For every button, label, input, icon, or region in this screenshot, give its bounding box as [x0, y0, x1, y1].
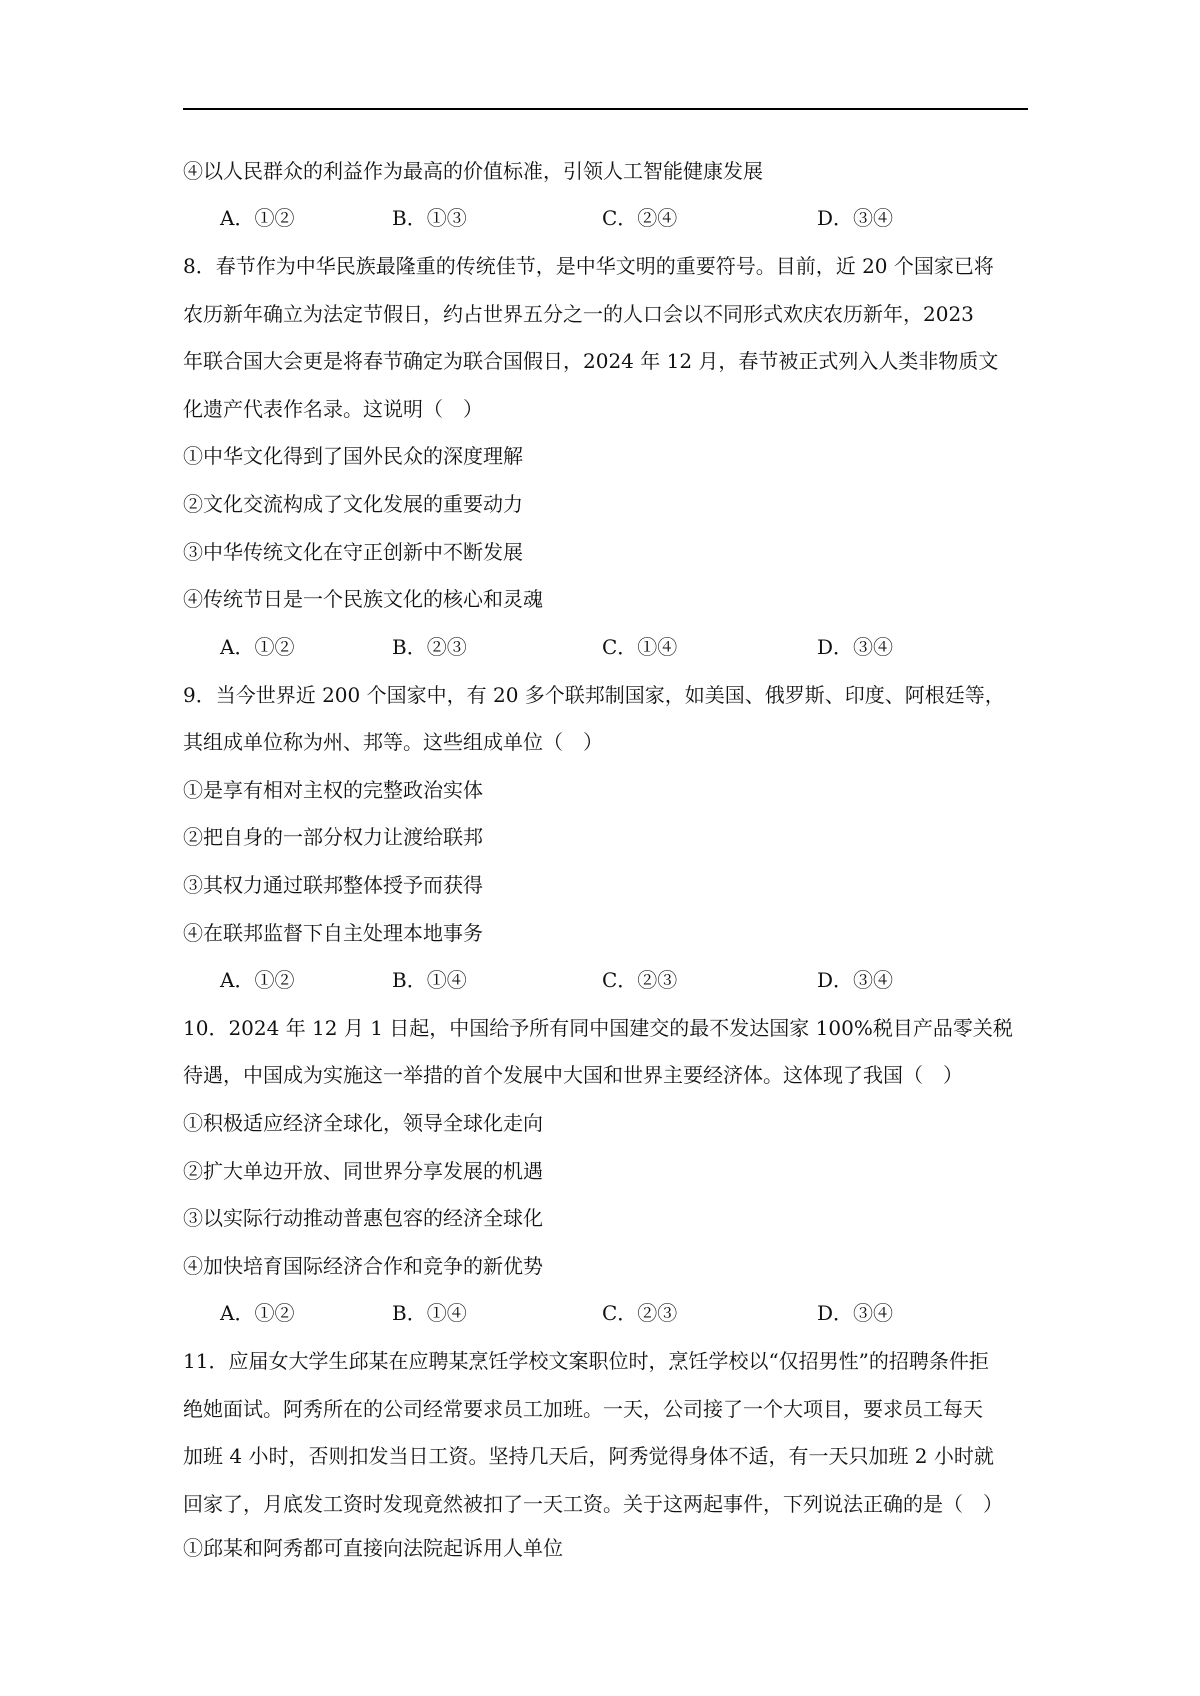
- q9-statement-1: ①是享有相对主权的完整政治实体: [183, 778, 483, 802]
- q7-statement-4: ④以人民群众的利益作为最高的价值标准，引领人工智能健康发展: [183, 159, 763, 183]
- q7-option-b: B．①③: [392, 206, 467, 230]
- q8-statement-1: ①中华文化得到了国外民众的深度理解: [183, 444, 523, 468]
- header-rule: [183, 108, 1028, 110]
- q10-option-a: A．①②: [220, 1301, 295, 1325]
- q7-option-c: C．②④: [602, 206, 678, 230]
- q10-option-d: D．③④: [817, 1301, 894, 1325]
- q8-statement-3: ③中华传统文化在守正创新中不断发展: [183, 540, 523, 564]
- q10-options: [220, 1299, 1000, 1327]
- q8-option-d: D．③④: [817, 635, 894, 659]
- q8-option-b: B．②③: [392, 635, 467, 659]
- q9-statement-2: ②把自身的一部分权力让渡给联邦: [183, 825, 483, 849]
- q10-option-c: C．②③: [602, 1301, 678, 1325]
- q8-stem-line-1: 8．春节作为中华民族最隆重的传统佳节，是中华文明的重要符号。目前，近 20 个国家已将: [183, 254, 994, 278]
- q9-option-a: A．①②: [220, 968, 295, 992]
- q11-stem-line-1: 11．应届女大学生邱某在应聘某烹饪学校文案职位时，烹饪学校以“仅招男性”的招聘条件拒: [183, 1349, 989, 1373]
- q10-stem-line-1: 10．2024 年 12 月 1 日起，中国给予所有同中国建交的最不发达国家 100%税目产品零关税: [183, 1016, 1013, 1040]
- q8-stem-line-3: 年联合国大会更是将春节确定为联合国假日，2024 年 12 月，春节被正式列入人类非物质文: [183, 349, 999, 373]
- q9-stem-line-2: 其组成单位称为州、邦等。这些组成单位（ ）: [183, 730, 603, 754]
- q8-options: [220, 633, 1000, 661]
- q10-statement-1: ①积极适应经济全球化，领导全球化走向: [183, 1111, 543, 1135]
- q10-statement-4: ④加快培育国际经济合作和竞争的新优势: [183, 1254, 543, 1278]
- q10-statement-3: ③以实际行动推动普惠包容的经济全球化: [183, 1206, 543, 1230]
- q7-option-a: A．①②: [220, 206, 295, 230]
- q9-statement-4: ④在联邦监督下自主处理本地事务: [183, 921, 483, 945]
- q9-stem-line-1: 9．当今世界近 200 个国家中，有 20 多个联邦制国家，如美国、俄罗斯、印度、阿根廷等，: [183, 683, 1005, 707]
- q8-stem-line-2: 农历新年确立为法定节假日，约占世界五分之一的人口会以不同形式欢庆农历新年，2023: [183, 302, 974, 326]
- q10-option-b: B．①④: [392, 1301, 467, 1325]
- q9-option-b: B．①④: [392, 968, 467, 992]
- q11-statement-1: ①邱某和阿秀都可直接向法院起诉用人单位: [183, 1536, 563, 1560]
- q8-option-c: C．①④: [602, 635, 678, 659]
- q9-options: [220, 966, 1000, 994]
- q10-stem-line-2: 待遇，中国成为实施这一举措的首个发展中大国和世界主要经济体。这体现了我国（ ）: [183, 1063, 963, 1087]
- q7-options: [220, 204, 1000, 232]
- q7-option-d: D．③④: [817, 206, 894, 230]
- q9-statement-3: ③其权力通过联邦整体授予而获得: [183, 873, 483, 897]
- q11-stem-line-4: 回家了，月底发工资时发现竟然被扣了一天工资。关于这两起事件，下列说法正确的是（ ）: [183, 1492, 1003, 1516]
- q11-stem-line-3: 加班 4 小时，否则扣发当日工资。坚持几天后，阿秀觉得身体不适，有一天只加班 2 小时就: [183, 1444, 994, 1468]
- q8-statement-4: ④传统节日是一个民族文化的核心和灵魂: [183, 587, 543, 611]
- q10-statement-2: ②扩大单边开放、同世界分享发展的机遇: [183, 1159, 543, 1183]
- q11-stem-line-2: 绝她面试。阿秀所在的公司经常要求员工加班。一天，公司接了一个大项目，要求员工每天: [183, 1397, 983, 1421]
- q9-option-d: D．③④: [817, 968, 894, 992]
- q9-option-c: C．②③: [602, 968, 678, 992]
- q8-statement-2: ②文化交流构成了文化发展的重要动力: [183, 492, 523, 516]
- q8-stem-line-4: 化遗产代表作名录。这说明（ ）: [183, 397, 483, 421]
- q8-option-a: A．①②: [220, 635, 295, 659]
